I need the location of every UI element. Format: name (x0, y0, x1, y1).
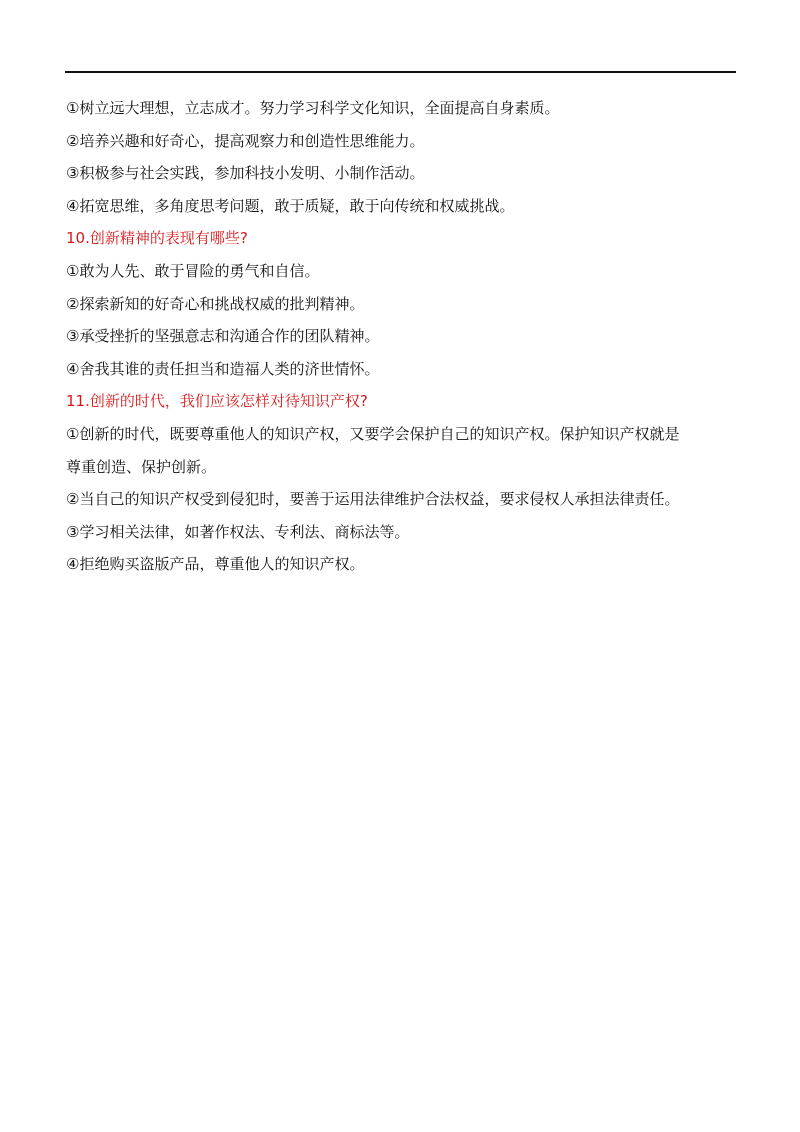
list-item: ③学习相关法律，如著作权法、专利法、商标法等。 (66, 522, 410, 541)
list-item: ①树立远大理想，立志成才。努力学习科学文化知识，全面提高自身素质。 (66, 99, 560, 117)
question-heading-11: 11.创新的时代，我们应该怎样对待知识产权? (66, 392, 368, 411)
list-item: ①敢为人先、敢于冒险的勇气和自信。 (66, 261, 320, 280)
document-body (66, 92, 738, 581)
list-item: ②当自己的知识产权受到侵犯时，要善于运用法律维护合法权益，要求侵权人承担法律责任。 (66, 490, 680, 509)
list-item: ②培养兴趣和好奇心，提高观察力和创造性思维能力。 (66, 131, 425, 150)
list-item: ①创新的时代，既要尊重他人的知识产权，又要学会保护自己的知识产权。保护知识产权就是 (66, 424, 680, 443)
header-rule (65, 71, 736, 73)
list-item-continuation: 尊重创造、保护创新。 (66, 457, 217, 476)
list-item: ④拒绝购买盗版产品，尊重他人的知识产权。 (66, 555, 365, 574)
list-item: ②探索新知的好奇心和挑战权威的批判精神。 (66, 294, 365, 313)
list-item: ④拓宽思维，多角度思考问题，敢于质疑，敢于向传统和权威挑战。 (66, 196, 515, 215)
question-heading-10: 10.创新精神的表现有哪些? (66, 229, 248, 248)
list-item: ③积极参与社会实践，参加科技小发明、小制作活动。 (66, 164, 425, 183)
list-item: ④舍我其谁的责任担当和造福人类的济世情怀。 (66, 359, 380, 378)
list-item: ③承受挫折的坚强意志和沟通合作的团队精神。 (66, 327, 380, 346)
